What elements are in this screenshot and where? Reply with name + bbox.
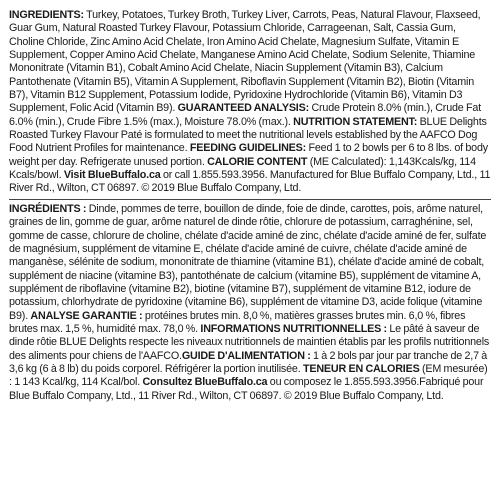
ingredients-text-fr: Dinde, pommes de terre, bouillon de dinde, foie de dinde, carottes, pois, arôme naturel, graines de lin, gomme de guar, arôme naturel de dinde rôtie, chlorure de potassium, carraghénine, sel, gomme de casse, chlorure de choline, chélate d'acide aminé de zinc, chélate d'acide aminé de fer, sulfate de magnésium, supplément de vitamine E, chélate d'acide aminé de cuivre, chélate d'acide aminé de manganèse, sélénite de sodium, mononitrate de thiamine (vitamine B1), chélate d'acide aminé de cobalt, supplément de niacine (vitamine B3), pantothénate de calcium (vitamine B5), supplément de vitamine A, supplément de riboflavine (vitamine B2), biotine (vitamine B7), supplément de vitamine B12, iodure de potassium, chlorhydrate de pyridoxine (vitamine B6), supplément de vitamine D3, acide folique (vitamine B9). bbox=[9, 202, 487, 322]
ingredients-text: Turkey, Potatoes, Turkey Broth, Turkey Liver, Carrots, Peas, Natural Flavour, Flaxseed, Guar Gum, Natural Roasted Turkey Flavour, Potassium Chloride, Carrageenan, Salt, Cassia Gum, Choline Chloride, Zinc Amino Acid Chelate, Iron Amino Acid Chelate, Magnesium Sulfate, Vitamin E Supplement, Copper Amino Acid Chelate, Manganese Amino Acid Chelate, Sodium Selenite, Thiamine Mononitrate (Vitamin B1), Cobalt Amino Acid Chelate, Niacin Supplement (Vitamin B3), Calcium Pantothenate (Vitamin B5), Vitamin A Supplement, Riboflavin Supplement (Vitamin B2), Biotin (Vitamin B7), Vitamin B12 Supplement, Potassium Iodide, Pyridoxine Hydrochloride (Vitamin B6), Vitamin D3 Supplement, Folic Acid (Vitamin B9). bbox=[9, 9, 481, 115]
feeding-guidelines-heading-fr: GUIDE D'ALIMENTATION : bbox=[181, 349, 311, 362]
guaranteed-analysis-heading-fr: ANALYSE GARANTIE : bbox=[30, 309, 143, 322]
english-label-text bbox=[9, 9, 491, 196]
nutrition-statement-heading-fr: INFORMATIONS NUTRITIONNELLES : bbox=[200, 322, 387, 335]
ingredients-heading-fr: INGRÉDIENTS : bbox=[9, 202, 87, 215]
calorie-content-text-fr: (EM mesurée) : 1 143 Kcal/kg, 114 Kcal/bol. bbox=[9, 362, 488, 389]
manufacturer-text-fr: ou composez le 1.855.593.3956.Fabriqué pour Blue Buffalo Company, Ltd., 11 River Rd., Wilton, CT 06897. © 2019 Blue Buffalo Company, Ltd. bbox=[9, 376, 484, 402]
feeding-guidelines-text-fr: 1 à 2 bols par jour par tranche de 2,7 à 3,6 kg (6 à 8 lb) du poids corporel. Réfrigérer la portion inutilisée. bbox=[9, 349, 488, 375]
guaranteed-analysis-text: Crude Protein 8.0% (min.), Crude Fat 6.0% (min.), Crude Fibre 1.5% (max.), Moisture 78.0% (max.). bbox=[9, 102, 481, 128]
nutrition-statement-text-fr: Le pâté à saveur de dinde rôtie BLUE Delights respecte les niveaux nutritionnels de maintien établis par les profils nutritionnels des aliments pour chiens de l'AAFCO. bbox=[9, 322, 490, 362]
french-label-text bbox=[9, 203, 491, 403]
calorie-content-text: (ME Calculated): 1,143Kcals/kg, 114 Kcals/bowl. bbox=[9, 155, 476, 182]
ingredients-heading: INGREDIENTS: bbox=[9, 9, 84, 21]
nutrition-statement-text: BLUE Delights Roasted Turkey Flavour Paté is formulated to meet the nutritional levels established by the AAFCO Dog Food Nutrient Profiles for maintenance. bbox=[9, 115, 487, 155]
nutrition-statement-heading: NUTRITION STATEMENT: bbox=[293, 115, 418, 128]
feeding-guidelines-text: Feed 1 to 2 bowls per 6 to 8 lbs. of body weight per day. Refrigerate unused portion. bbox=[9, 142, 488, 168]
calorie-content-heading-fr: TENEUR EN CALORIES bbox=[302, 362, 420, 375]
guaranteed-analysis-text-fr: protéines brutes min. 8,0 %, matières grasses brutes min. 6,0 %, fibres brutes max. 1,5 %, humidité max. 78,0 %. bbox=[9, 309, 466, 335]
website-link-fr: Consultez BlueBuffalo.ca bbox=[142, 376, 268, 389]
feeding-guidelines-heading: FEEDING GUIDELINES: bbox=[189, 142, 307, 155]
guaranteed-analysis-heading: GUARANTEED ANALYSIS: bbox=[177, 102, 310, 115]
website-link: Visit BlueBuffalo.ca bbox=[63, 169, 161, 182]
calorie-content-heading: CALORIE CONTENT bbox=[207, 155, 308, 168]
manufacturer-text: or call 1.855.593.3956. Manufactured for Blue Buffalo Company, Ltd., 11 River Rd., Wilton, CT 06897. © 2019 Blue Buffalo Company, Ltd. bbox=[9, 169, 491, 195]
language-divider bbox=[9, 199, 491, 200]
